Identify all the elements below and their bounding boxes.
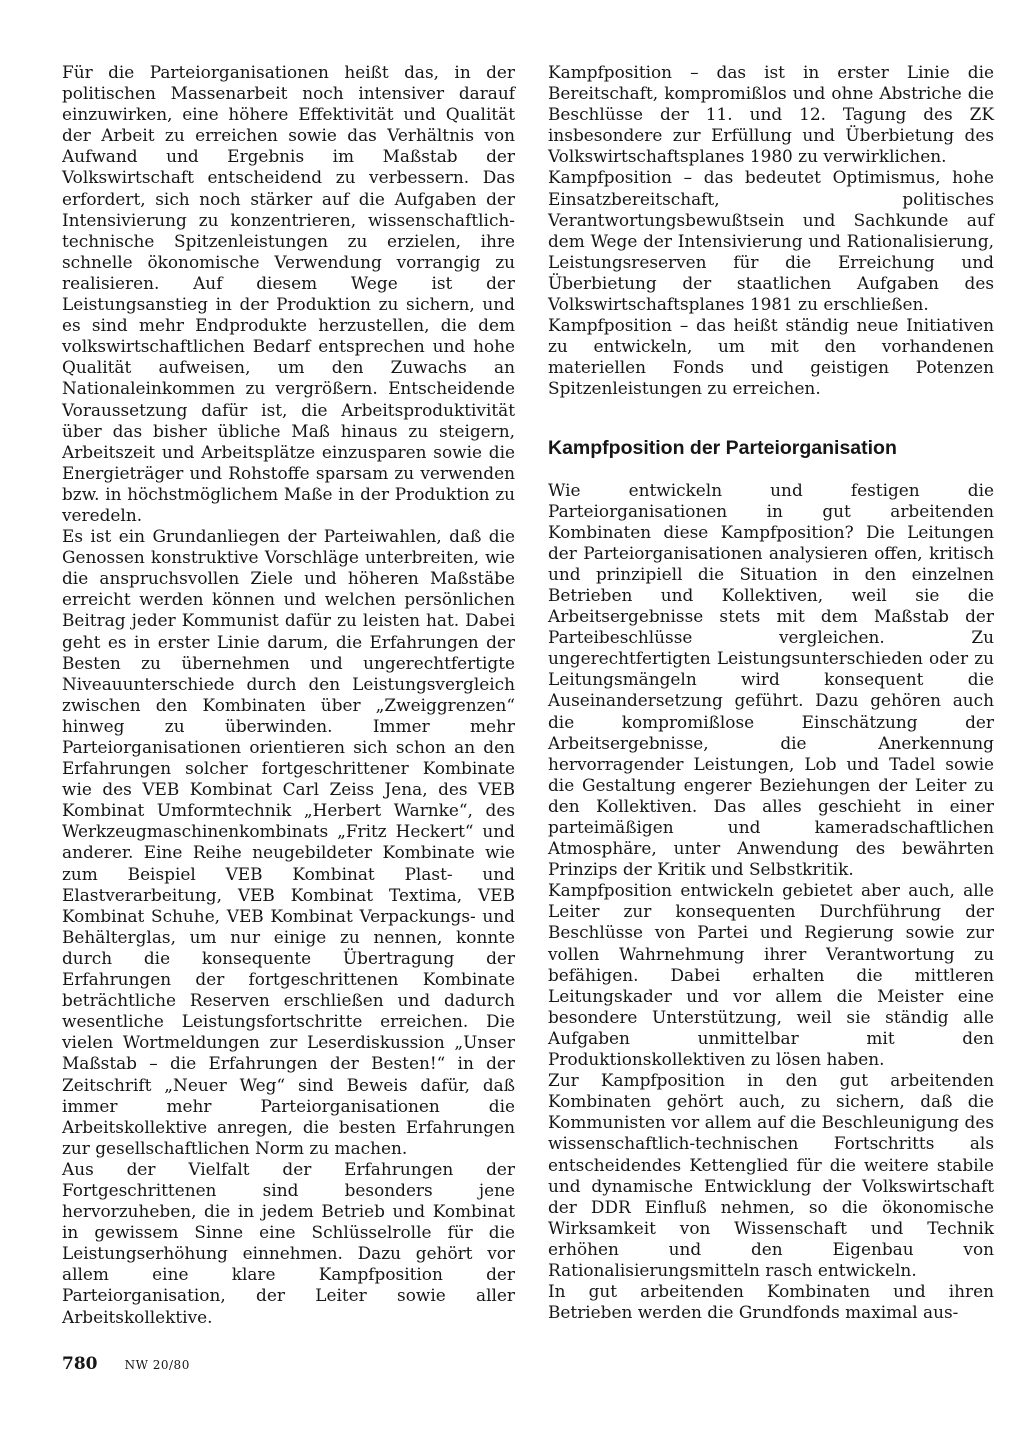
issue-label: NW 20/80 <box>124 1358 190 1372</box>
paragraph: Kampfposition – das ist in erster Linie die Bereitschaft, kompromißlos und ohne Abstriche die Beschlüsse der 11. und 12. Tagung des ZK insbesondere zur Erfüllung und Überbietung des Volkswirtschaftsplanes 1980 zu verwirklichen. <box>548 62 994 167</box>
paragraph: Kampfposition – das bedeutet Optimismus, hohe Einsatzbereitschaft, politisches Verantwortungsbewußtsein und Sachkunde auf dem Wege der Intensivierung und Rationalisierung, Leistungsreserven für die Erreichung und Überbietung der staatlichen Aufgaben des Volkswirtschaftsplanes 1981 zu erschließen. <box>548 167 994 315</box>
paragraph: Für die Parteiorganisationen heißt das, in der politischen Massenarbeit noch intensiver darauf einzuwirken, eine höhere Effektivität und Qualität der Arbeit zu erreichen sowie das Verhältnis von Aufwand und Ergebnis im Maßstab der Volkswirtschaft entscheidend zu verbessern. Das erfordert, sich noch stärker auf die Aufgaben der Intensivierung zu konzentrieren, wissenschaftlich-technische Spitzenleistungen zu erzielen, ihre schnelle ökonomische Verwendung vorrangig zu realisieren. Auf diesem Wege ist der Leistungsanstieg in der Produktion zu sichern, und es sind mehr Endprodukte herzustellen, die dem volkswirtschaftlichen Bedarf entsprechen und hohe Qualität aufweisen, um den Zuwachs an Nationaleinkommen zu vergrößern. Entscheidende Voraussetzung dafür ist, die Arbeitsproduktivität über das bisher übliche Maß hinaus zu steigern, Arbeitszeit und Arbeitsplätze einzusparen sowie die Energieträger und Rohstoffe sparsam zu verwenden bzw. in höchstmöglichem Maße in der Produktion zu veredeln. <box>62 62 515 525</box>
paragraph: Aus der Vielfalt der Erfahrungen der Fortgeschrittenen sind besonders jene hervorzuheben, die in jedem Betrieb und Kombinat in gewissem Sinne eine Schlüsselrolle für die Leistungserhöhung einnehmen. Dazu gehört vor allem eine klare Kampfposition der Parteiorganisation, der Leiter sowie aller Arbeitskollektive. <box>62 1158 515 1327</box>
page-footer <box>62 1354 190 1374</box>
section-heading: Kampfposition der Parteiorganisation <box>548 436 897 459</box>
right-column <box>548 62 994 1323</box>
paragraph: Kampfposition – das heißt ständig neue Initiativen zu entwickeln, um mit den vorhandenen materiellen Fonds und geistigen Potenzen Spitzenleistungen zu erreichen. <box>548 315 994 399</box>
paragraph: Wie entwickeln und festigen die Parteiorganisationen in gut arbeitenden Kombinaten diese Kampfposition? Die Leitungen der Parteiorganisationen analysieren offen, kritisch und prinzipiell die Situation in den einzelnen Betrieben und Kollektiven, weil sie die Arbeitsergebnisse stets mit dem Maßstab der Parteibeschlüsse vergleichen. Zu ungerechtfertigten Leistungsunterschieden oder zu Leitungsmängeln wird konsequent die Auseinandersetzung geführt. Dazu gehören auch die kompromißlose Einschätzung der Arbeitsergebnisse, die Anerkennung hervorragender Leistungen, Lob und Tadel sowie die Gestaltung engerer Beziehungen der Leiter zu den Kollektiven. Das alles geschieht in einer parteimäßigen und kameradschaftlichen Atmosphäre, unter Anwendung des bewährten Prinzips der Kritik und Selbstkritik. <box>548 479 994 880</box>
paragraph: Zur Kampfposition in den gut arbeitenden Kombinaten gehört auch, zu sichern, daß die Kommunisten vor allem auf die Beschleunigung des wissenschaftlich-technischen Fortschritts als entscheidendes Kettenglied für die weitere stabile und dynamische Entwicklung der Volkswirtschaft der DDR Einfluß nehmen, so die ökonomische Wirksamkeit von Wissenschaft und Technik erhöhen und den Eigenbau von Rationalisierungsmitteln rasch entwickeln. <box>548 1070 994 1280</box>
paragraph: Kampfposition entwickeln gebietet aber auch, alle Leiter zur konsequenten Durchführung der Beschlüsse von Partei und Regierung sowie zur vollen Wahrnehmung ihrer Verantwortung zu befähigen. Dabei erhalten die mittleren Leitungskader und vor allem die Meister eine besondere Unterstützung, weil sie ständig alle Aufgaben unmittelbar mit den Produktionskollektiven zu lösen haben. <box>548 880 994 1070</box>
paragraph: Es ist ein Grundanliegen der Parteiwahlen, daß die Genossen konstruktive Vorschläge unterbreiten, wie die anspruchsvollen Ziele und höheren Maßstäbe erreicht werden können und welchen persönlichen Beitrag jeder Kommunist dafür zu leisten hat. Dabei geht es in erster Linie darum, die Erfahrungen der Besten zu übernehmen und ungerechtfertigte Niveauunterschiede durch den Leistungsvergleich zwischen den Kombinaten über „Zweiggrenzen“ hinweg zu überwinden. Immer mehr Parteiorganisationen orientieren sich schon an den Erfahrungen solcher fortgeschrittener Kombinate wie des VEB Kombinat Carl Zeiss Jena, des VEB Kombinat Umformtechnik „Herbert Warnke“, des Werkzeugmaschinenkombinats „Fritz Heckert“ und anderer. Eine Reihe neugebildeter Kombinate wie zum Beispiel VEB Kombinat Plast- und Elastverarbeitung, VEB Kombinat Textima, VEB Kombinat Schuhe, VEB Kombinat Verpackungs- und Behälterglas, um nur einige zu nennen, konnte durch die konsequente Übertragung der Erfahrungen der fortgeschrittenen Kombinate beträchtliche Reserven erschließen und dadurch wesentliche Leistungsfortschritte erreichen. Die vielen Wortmeldungen zur Leserdiskussion „Unser Maßstab – die Erfahrungen der Besten!“ in der Zeitschrift „Neuer Weg“ sind Beweis dafür, daß immer mehr Parteiorganisationen die Arbeitskollektive anregen, die besten Erfahrungen zur gesellschaftlichen Norm zu machen. <box>62 526 515 1158</box>
left-column <box>62 62 515 1328</box>
paragraph: In gut arbeitenden Kombinaten und ihren Betrieben werden die Grundfonds maximal aus- <box>548 1281 994 1323</box>
page-number: 780 <box>62 1354 98 1374</box>
